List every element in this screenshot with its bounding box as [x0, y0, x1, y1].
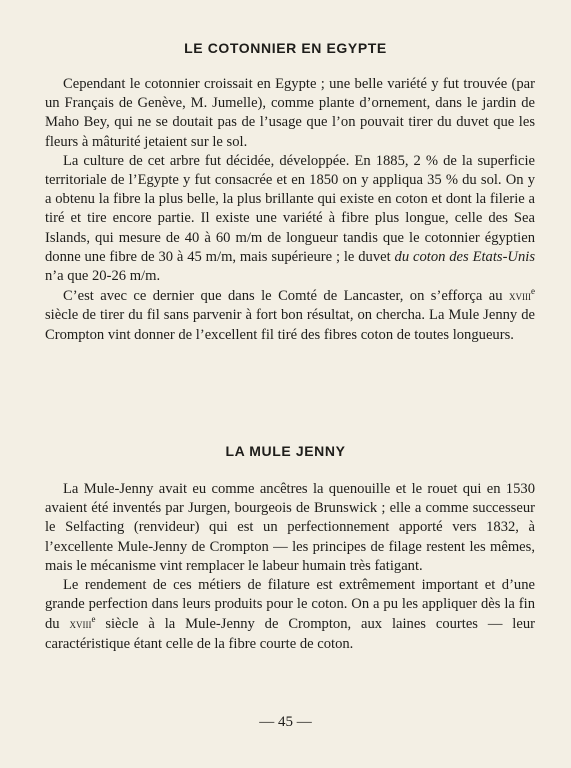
century-numeral: xviii [69, 616, 92, 632]
paragraph [45, 152, 535, 286]
paragraph [45, 286, 535, 345]
paragraph-text: siècle à la Mule-Jenny de Crompton, aux laines courtes — leur caractéristique étant celle de la fibre courte de coton. [45, 616, 535, 652]
paragraph [45, 576, 535, 654]
century-superscript: e [91, 614, 96, 625]
century-superscript: e [531, 286, 535, 297]
page-number: — 45 — [259, 714, 312, 730]
section-cotonnier-body [45, 75, 535, 345]
paragraph: La Mule-Jenny avait eu comme ancêtres la quenouille et le rouet qui en 1530 avaient été inventés par Jurgen, bourgeois de Brunswick ; elle a comme successeur le Selfacting (renvideur) qui est un perfectionnement apporté vers 1832, à l’excellente Mule-Jenny de Crompton — les principes de filage restent les mêmes, mais le mécanisme vint remplacer le labeur humain très fatigant. [45, 481, 535, 574]
paragraph-text: La culture de cet arbre fut décidée, développée. En 1885, 2 % de la superficie territoriale de l’Egypte y fut consacrée et en 1850 on y appliqua 35 % du sol. On y a obtenu la fibre la plus belle, la plus brillante qui existe en coton et dont la filerie a tiré et tire encore partie. Il existe une variété à fibre plus longue, celle des Sea Islands, qui mesure de 40 à 60 m/m de longueur tandis que le cotonnier égyptien donne une fibre de 30 à 45 m/m, mais supérieure ; le duvet [45, 152, 535, 265]
paragraph-text: Le rendement de ces métiers de filature est extrêmement important et d’une grande perfection dans leurs produits pour le coton. On a pu les appliquer dès la fin du [45, 577, 535, 633]
paragraph-text: siècle de tirer du fil sans parvenir à fort bon résultat, on chercha. La Mule Jenny de Crompton vint donner de l’excellent fil tiré des fibres coton de toutes longueurs. [45, 307, 535, 343]
italic-phrase: du coton des Etats-Unis [394, 248, 535, 265]
paragraph: Cependant le cotonnier croissait en Egypte ; une belle variété y fut trouvée (par un Français de Genève, M. Jumelle), comme plante d’ornement, dans le jardin de Maho Bey, qui ne se doutait pas de l’usage que l’on pouvait tirer du duvet que les fleurs à mâturité jetaient sur le sol. [45, 76, 535, 150]
section-mule-jenny-body [45, 480, 535, 654]
section-title-mule-jenny: LA MULE JENNY [225, 443, 346, 459]
section-title-cotonnier: LE COTONNIER EN EGYPTE [184, 40, 387, 56]
paragraph-text: C’est avec ce dernier que dans le Comté de Lancaster, on s’efforça au [63, 288, 503, 305]
paragraph-text: n’a que 20-26 m/m. [45, 268, 161, 285]
century-numeral: xviii [509, 288, 531, 304]
